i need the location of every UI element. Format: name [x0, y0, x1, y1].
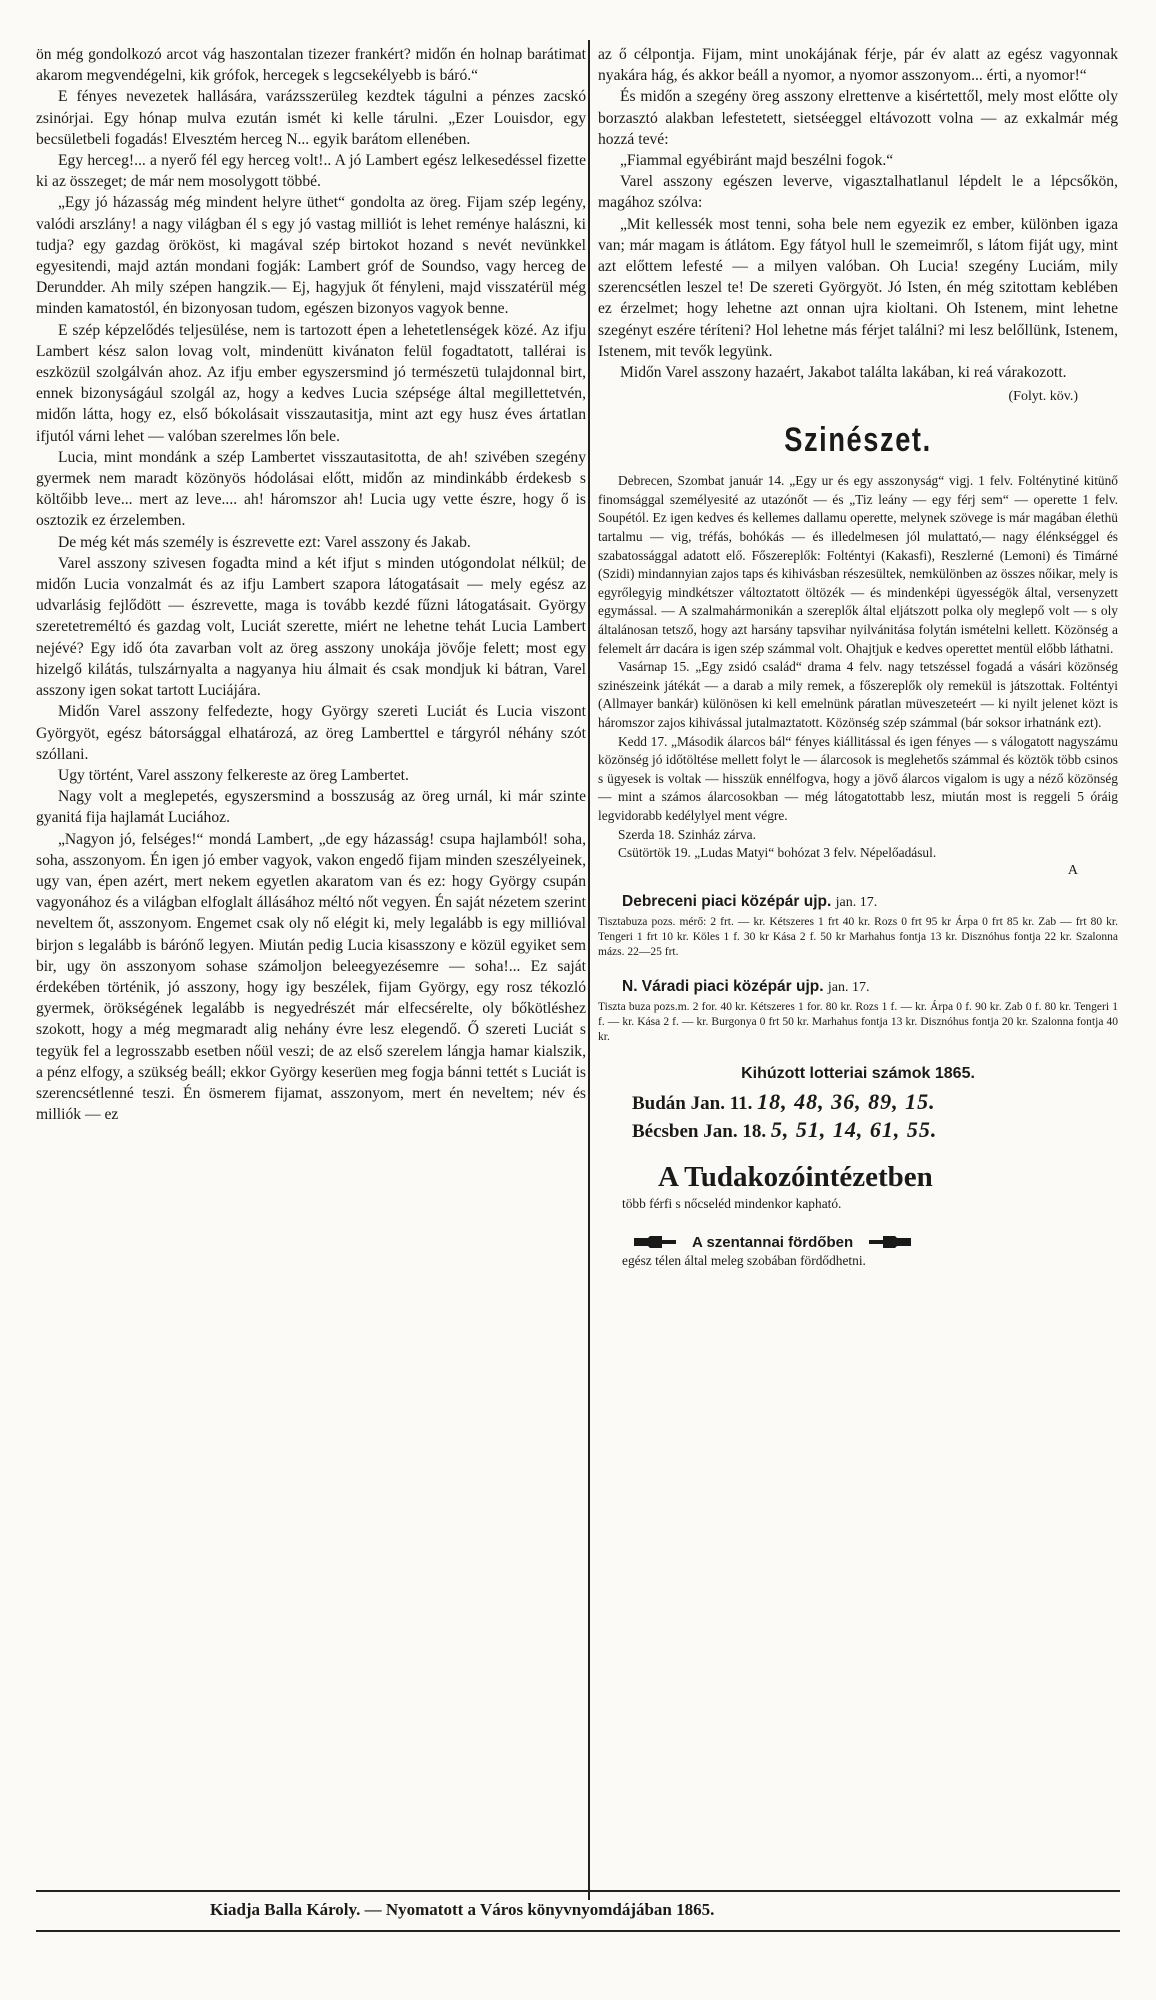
footer-rule-top: [36, 1890, 1120, 1892]
lottery-city: Budán Jan. 11.: [632, 1092, 753, 1114]
lottery-row: [632, 1089, 1118, 1115]
theatre-paragraph: Vasárnap 15. „Egy zsidó család“ drama 4 felv. nagy tetszéssel fogadá a vásári közönség szinészeink játékát — a darab a mily remek, a főszereplők oly remekül is játszottak. Folténtyi (Allmayer bankár) különösen ki kell emelnünk páratlan müveszeteért — ki nyilt jelenet közt is háromszor zajos kihivással jutalmaztatott. Közönség szép számmal (bár soksor irhatnánk ezt).: [598, 659, 1118, 730]
article-paragraph: Midőn Varel asszony hazaért, Jakabot találta lakában, ki reá várakozott.: [620, 364, 1067, 382]
article-paragraph: E szép képzelődés teljesülése, nem is tartozott épen a lehetetlenségek közé. Az ifju Lambert kész salon lovag volt, mindenütt kivánaton felül fogadtatott, tallérai is eszközül szolgálván ahoz. Az ifju ember egyszersmind jó természetü tulajdonnal birt, ennek bizonyságául szolgál az, hogy a kedves Lucia szépsége által megillettetvén, midőn látta, hogy ez, első bókolásait visszautasitja, mint azt egy husz éves ártatlan ifjutól várni lehet — valóban szerelmes lőn bele.: [36, 321, 586, 445]
article-paragraph: Ugy történt, Varel asszony felkereste az öreg Lambertet.: [58, 766, 409, 784]
pointing-hand-left-icon: [867, 1234, 913, 1250]
lottery-row: [632, 1117, 1118, 1143]
market-price-heading: [622, 893, 1118, 911]
article-paragraph: Varel asszony egészen leverve, vigasztalhatlanul lépdelt le a lépcsőkön, magához szólva:: [598, 173, 1118, 212]
left-column: [36, 44, 586, 1125]
article-paragraph: E fényes nevezetek hallására, varázsszerüleg kezdtek tágulni a pénzes zacskó zsinórjai. Egy hónap mulva ezután ismét ki kelle tárulni. „Ezer Louisdor, egy becsületbeli fogadás! Elvesztém herceg N... egyik barátom ellenében.: [36, 88, 586, 148]
lottery-title: Kihúzott lotteriai számok 1865.: [741, 1064, 975, 1082]
theatre-paragraph: Debrecen, Szombat január 14. „Egy ur és egy asszonyság“ vigj. 1 felv. Folténytiné kitünő finomsággal személyesité az utazónőt — és „Tiz leány — egy férj sem“ — operette 1 felv. Soupétól. Ez igen kedves és kellemes dallamu operette, melynek szövege is már magában élethü tartalmu — vig, tréfás, bohókás — és illedelmesen jól mulattató,— nagy élénkséggel és szabatossággal adatott elő. Főszereplők: Folténtyi (Kakasfi), Reszlerné (Lemoni) és Timárné (Szidi) mindannyian zajos taps és kihivásban részesültek, nemkülönben az összes nőikar, mely is egyrőlegyig mindkétszer változtatott öltözék — és mindenképi ügyességök által, versenyzett egymással. — A szalmahármonikán a szereplők által eljátszott polka oly meglepő volt — s oly általánosan tetsző, hogy azt harsány tapsvihar nyilvánitása folytán ismételni kellett. Közönség a felemelt árr dacára is igen szép számmal volt. Ohajtjuk e kedves operettet mentül előbb láthatni.: [598, 473, 1118, 656]
ad-title: A szentannai fördőben: [692, 1233, 854, 1251]
article-paragraph: „Fiammal egyébiránt majd beszélni fogok.“: [620, 152, 894, 170]
market-price-title: N. Váradi piaci középár ujp.: [622, 977, 824, 995]
article-paragraph: Lucia, mint mondánk a szép Lambertet visszautasitotta, de ah! szivében szegény gyermek nem maradt közönyös hódolásai előtt, midőn az mindinkább érdekesb s költőibb leve... mert az leve.... ah! háromszor ah! Lucia ugy vette észre, hogy ő is osztozik ez érzelemben.: [36, 448, 586, 530]
article-paragraph: ön még gondolkozó arcot vág haszontalan tizezer frankért? midőn én holnap barátimat akarom megvendégelni, kik grófok, hercegek s legcsekélyebb is báró.“: [36, 46, 586, 85]
market-price-date: jan. 17.: [827, 979, 870, 995]
market-price-heading: [622, 978, 1118, 996]
article-paragraph: „Mit kellessék most tenni, soha bele nem egyezik ez ember, különben igaza van; már magam is átlátom. Egy fátyol hull le szemeimről, s látom fiját ugy, mint azt előttem lefesté — a milyen valóban. Oh Lucia! szegény Luciám, mily szerencsétlen leszel te! De szereti Györgyöt. Jó Isten, én még szitottam keblében ez érzelmet; hogy lehetne azt onnan ujra kioltani. Oh Istenem, mint lehetne szegényt eszére téríteni? Hol lehetne más férjet találni? mi lesz belőllünk, Istenem, Istenem, mit tevők legyünk.: [598, 215, 1118, 360]
imprint-line: Kiadja Balla Károly. — Nyomatott a Város könyvnyomdájában 1865.: [210, 1900, 715, 1919]
theatre-paragraph: Szerda 18. Szinház zárva.: [618, 826, 756, 842]
lottery-numbers: 18, 48, 36, 89, 15.: [757, 1088, 936, 1114]
right-column: [598, 44, 1118, 1269]
author-mark: A: [1067, 862, 1078, 878]
lottery-numbers: 5, 51, 14, 61, 55.: [770, 1116, 938, 1142]
market-price-list: Tisztabuza pozs. mérő: 2 frt. — kr. Kétszeres 1 frt 40 kr. Rozs 0 frt 95 kr Árpa 0 frt 85 kr. Zab — frt 80 kr. Tengeri 1 frt 10 kr. Köles 1 f. 30 kr Kása 2 f. 50 kr Marhahus fontja 13 kr. Disznóhus fontja 22 kr. Szalonna mázs. 22—25 frt.: [598, 915, 1118, 958]
lottery-city: Bécsben Jan. 18.: [632, 1120, 767, 1142]
market-price-date: jan. 17.: [835, 894, 878, 910]
pointing-hand-right-icon: [632, 1234, 678, 1250]
ad-title: A Tudakozóintézetben: [658, 1160, 933, 1193]
ad-text: több férfi s nőcseléd mindenkor kapható.: [622, 1195, 842, 1211]
market-price-list: Tiszta buza pozs.m. 2 for. 40 kr. Kétszeres 1 for. 80 kr. Rozs 1 f. — kr. Árpa 0 f. 90 kr. Zab 0 f. 80 kr. Tengeri 1 f. — kr. Kása 2 f. — kr. Burgonya 0 frt 50 kr. Marhahus fontja 13 kr. Disznóhus fontja 20 kr. Szalonna fontja 40 kr.: [598, 1000, 1118, 1043]
theatre-paragraph: Csütörtök 19. „Ludas Matyi“ bohózat 3 felv. Népelőadásul.: [618, 845, 937, 861]
market-price-title: Debreceni piaci középár ujp.: [622, 892, 832, 910]
theatre-paragraph: Kedd 17. „Második álarcos bál“ fényes kiállitással és igen fényes — s válogatott nagyszámu közönség jó időtöltése mellett folyt le — álarcosok is meglehetős számmal és köztök több csinos s ügyesek is voltak — hisszük ennélfogva, hogy a jövő álarcos vigalom is ugy a néző közönség — mint a számos álarcosokban — még látogatottabb lesz, miután most is reggeli 5 óráig legvidorabb kedélylyel ment végre.: [598, 733, 1118, 823]
column-divider: [588, 40, 590, 1900]
article-paragraph: És midőn a szegény öreg asszony elrettenve a kisértettől, mely most előtte oly borzasztó alakban lefestetett, sietséeggel eltávozott volna — az exkalmár még hozzá tevé:: [598, 88, 1118, 148]
article-paragraph: Varel asszony szivesen fogadta mind a két ifjut s minden utógondolat nélkül; de midőn Lucia vonzalmát és az ifju Lambert szapora látogatásait — mely egész az udvarlásig fejlődött — észrevette, maga is tovább kezdé fűzni látogatásait. György szeretetreméltó és gazdag volt, Luciát szerette, miért ne lehetne tehát Lucia Lambert nejévé? Egy idő óta zavarban volt az öreg asszony unokája jövője felett; most egy hizelgő kilátás, tulszárnyalta a nagyanya hiu álmait és csak mondjuk ki bátran, Varel asszony igen sokat tartott Luciájára.: [36, 554, 586, 700]
article-paragraph: „Egy jó házasság még mindent helyre üthet“ gondolta az öreg. Fijam szép legény, valódi arszlány! a nagy világban él s egy jó vastag milliót is lehet reménye halászni, ki tudja? egy gazdag örököst, ki magával szép birtokot hozand s nevét nevünkkel egyesitendi, majd aztán mondani fogják: Lambert gróf de Soundso, vagy herceg de Derundder. Ah mily szépen hangzik.— Ej, hagyjuk őt fényleni, majd visszatérül még minden kamatostól, én bizonyosan tudom, egészen bizonyos vagyok benne.: [36, 194, 586, 318]
section-title: Szinészet.: [784, 421, 932, 460]
footer-rule-bottom: [36, 1930, 1120, 1932]
article-paragraph: Egy herceg!... a nyerő fél egy herceg volt!.. A jó Lambert egész lelkesedéssel fizette ki az összeget; de már nem mosolygott többé.: [36, 152, 586, 191]
article-paragraph: Nagy volt a meglepetés, egyszersmind a bosszuság az öreg urnál, ki már szinte gyanitá fija hajlamát Luciához.: [36, 788, 586, 827]
ad-text: egész télen által meleg szobában fördődhetni.: [622, 1252, 866, 1268]
article-paragraph: „Nagyon jó, felséges!“ mondá Lambert, „de egy házasság! csupa hajlamból! soha, soha, asszonyom. Én igen jó ember vagyok, vakon engedő fijam minden szeszélyeinek, ugy van, épen azért, mert nekem egyetlen akaratom van és ez: hogy György csupán vagyonához és a világban elfoglalt állásához méltó nőt vegyen. Én saját nézetem szerint neveltem őt, asszonyom. Engemet csak oly nő elégit ki, mely legalább is egy millióval birjon s legalább is bárónő legyen. Miután pedig Lucia kisasszony e közül egyiket sem bir, ugy ön asszonyom sohase számoljon beleegyezésemre — soha!... Ez saját érdekében történik, jó asszony, hogy igy beszélek, fijam György, egy rosz tékozló gyermek, örökségének legalább is negyedrészét már elfecsérelte, oly bőkötléshez szokott, hogy a még megmaradt alig nehány évre lesz elegendő. Ő szereti Luciát s tegyük fel a legrosszabb esetben nőül veszi; de az első szerelem lángja hamar kialszik, a pénz elfogy, a szükség beáll; ekkor György keserüen meg fogja bánni tettét s Luciát is szerencsétlenné teszi. Én ösmerem fijamat, asszonyom, mert én neveltem; név és milliók — ez: [36, 830, 586, 1124]
article-paragraph: Midőn Varel asszony felfedezte, hogy György szereti Luciát és Lucia viszont Györgyöt, egész bátorsággal elhatározá, az öreg Lamberttel e tárgyról néhány szót szóllani.: [36, 703, 586, 763]
continued-note: (Folyt. köv.): [1008, 389, 1078, 405]
article-paragraph: az ő célpontja. Fijam, mint unokájának férje, pár év alatt az egész vagyonnak nyakára hág, és akkor beáll a nyomor, a nyomor asszonyom... érti, a nyomor!“: [598, 46, 1118, 85]
article-paragraph: De még két más személy is észrevette ezt: Varel asszony és Jakab.: [58, 533, 471, 551]
ad-heading: [632, 1234, 1118, 1251]
